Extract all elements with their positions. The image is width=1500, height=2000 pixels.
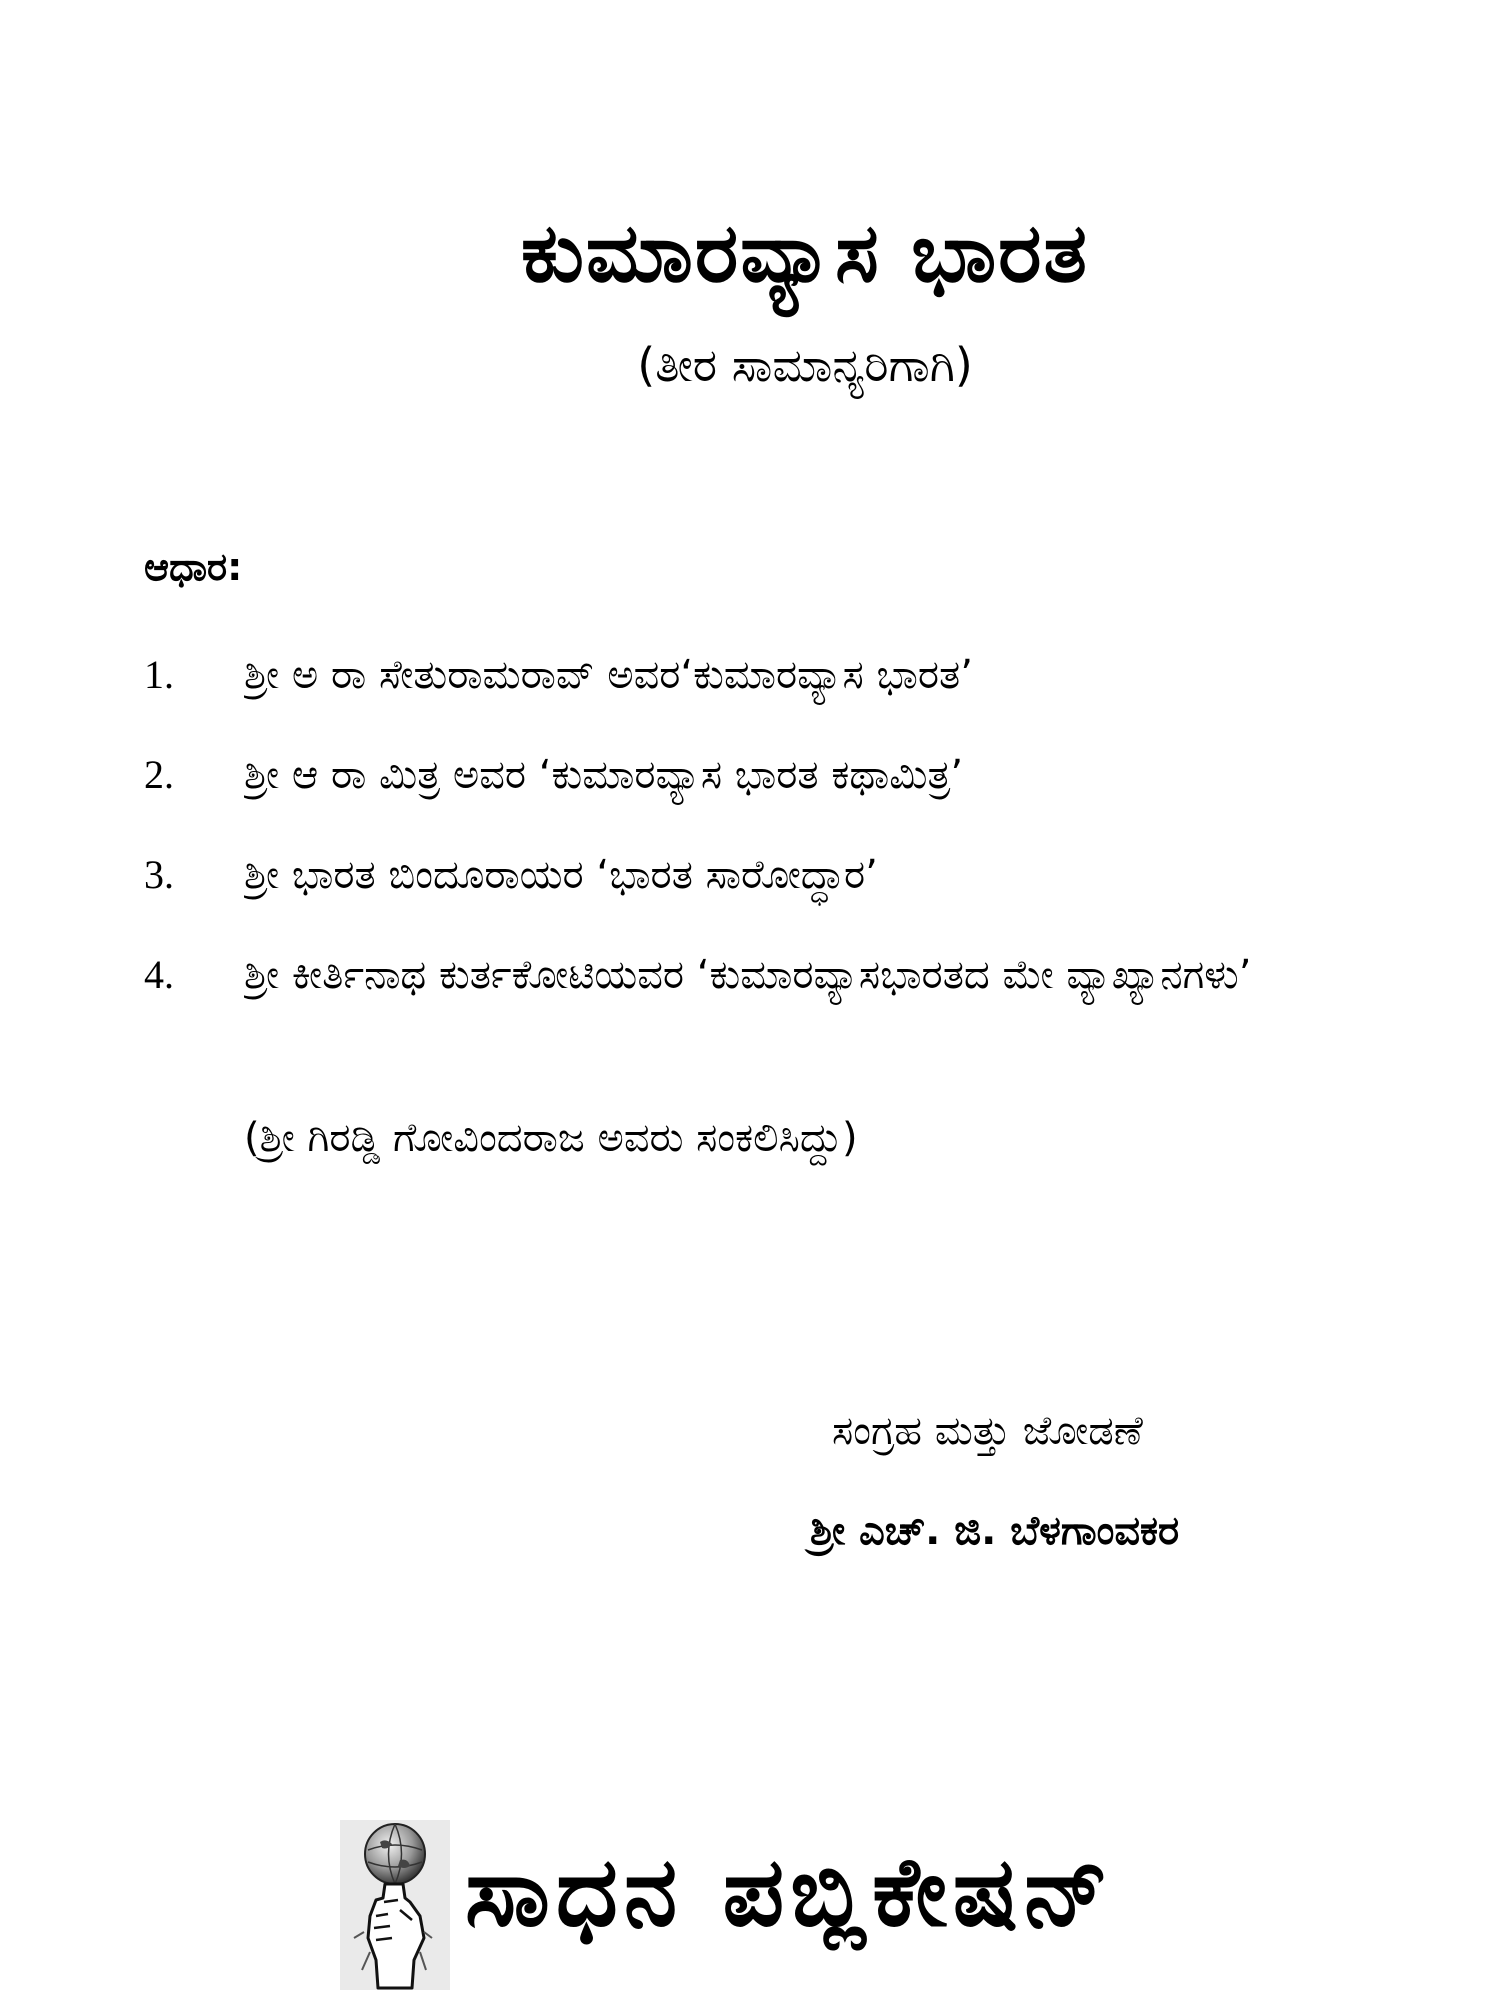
compiled-note: (ಶ್ರೀ ಗಿರಡ್ಡಿ ಗೋವಿಂದರಾಜ ಅವರು ಸಂಕಲಿಸಿದ್ದು) (244, 1115, 858, 1161)
list-item-text: ಶ್ರೀ ಭಾರತ ಬಿಂದೂರಾಯರ ‘ಭಾರತ ಸಾರೋದ್ಧಾರ’ (244, 852, 878, 898)
publisher-block (340, 1815, 1340, 1995)
list-item-text: ಶ್ರೀ ಕೀರ್ತಿನಾಥ ಕುರ್ತಕೋಟಿಯವರ ‘ಕುಮಾರವ್ಯಾಸಭಾರತದ ಮೇ ವ್ಯಾಖ್ಯಾನಗಳು’ (244, 952, 1252, 998)
credit-name: ಶ್ರೀ ಎಚ್. ಜಿ. ಬೆಳಗಾಂವಕರ (810, 1508, 1180, 1554)
page-title: ಕುಮಾರವ್ಯಾಸ ಭಾರತ (520, 206, 1090, 301)
list-item (144, 942, 1434, 1082)
basis-label: ಆಧಾರ: (144, 545, 243, 589)
list-item-number: 4. (144, 952, 174, 997)
list-item-number: 1. (144, 652, 174, 697)
list-item-text: ಶ್ರೀ ಆ ರಾ ಮಿತ್ರ ಅವರ ‘ಕುಮಾರವ್ಯಾಸ ಭಾರತ ಕಥಾಮಿತ್ರ’ (244, 752, 964, 798)
list-item-number: 3. (144, 852, 174, 897)
page-subtitle: (ತೀರ ಸಾಮಾನ್ಯರಿಗಾಗಿ) (637, 338, 973, 392)
publisher-name: ಸಾಧನ ಪಬ್ಲಿಕೇಷನ್ (465, 1835, 1115, 1948)
globe-on-fist-icon (340, 1820, 450, 1990)
list-item-number: 2. (144, 752, 174, 797)
list-item-text: ಶ್ರೀ ಅ ರಾ ಸೇತುರಾಮರಾವ್ ಅವರ‘ಕುಮಾರವ್ಯಾಸ ಭಾರತ’ (244, 652, 973, 698)
credit-role: ಸಂಗ್ರಹ ಮತ್ತು ಜೋಡಣೆ (832, 1408, 1143, 1454)
